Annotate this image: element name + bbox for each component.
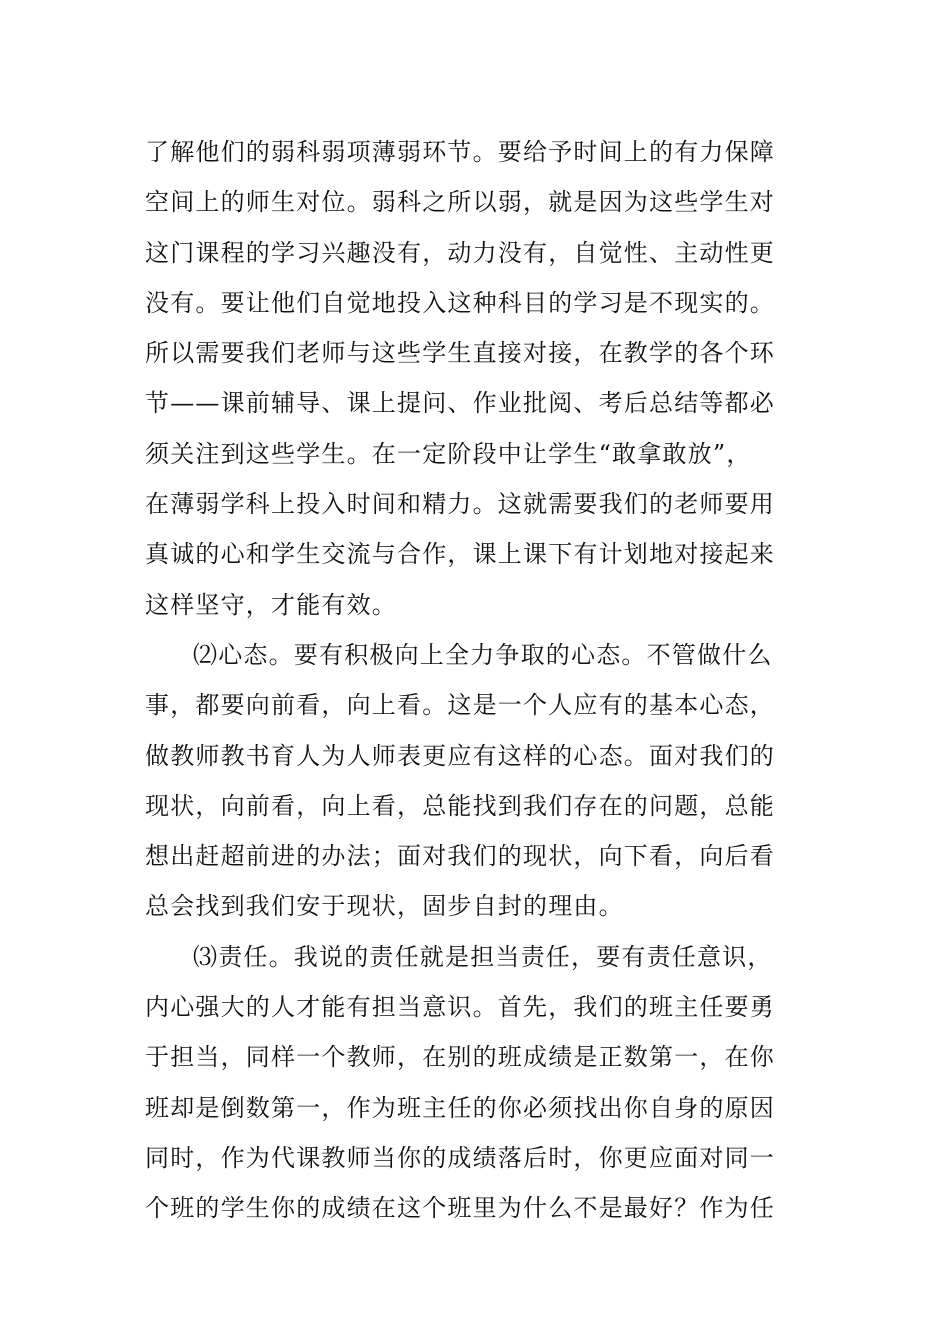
text-line: 没有。要让他们自觉地投入这种科目的学习是不现实的。 — [145, 288, 775, 317]
paragraph-mindset — [145, 630, 815, 932]
text-line: 想出赶超前进的办法；面对我们的现状，向下看，向后看 — [145, 842, 775, 871]
text-line: ⑶责任。我说的责任就是担当责任，要有责任意识， — [193, 942, 773, 971]
paragraph-1 — [145, 127, 815, 630]
text-line: 个班的学生你的成绩在这个班里为什么不是最好？作为任 — [145, 1194, 775, 1223]
text-line: 内心强大的人才能有担当意识。首先，我们的班主任要勇 — [145, 993, 775, 1022]
document-body — [145, 127, 815, 1234]
text-line: 做教师教书育人为人师表更应有这样的心态。面对我们的 — [145, 741, 775, 770]
text-line: 了解他们的弱科弱项薄弱环节。要给予时间上的有力保障 — [145, 138, 775, 166]
text-line: 总会找到我们安于现状，固步自封的理由。 — [145, 892, 624, 921]
paragraph-responsibility — [145, 932, 815, 1234]
text-line: 班却是倒数第一，作为班主任的你必须找出你自身的原因 — [145, 1093, 775, 1122]
text-line: 节——课前辅导、课上提问、作业批阅、考后总结等都必 — [145, 389, 775, 418]
text-line: 现状，向前看，向上看，总能找到我们存在的问题，总能 — [145, 791, 775, 820]
text-line: 在薄弱学科上投入时间和精力。这就需要我们的老师要用 — [145, 490, 775, 519]
text-line: ⑵心态。要有积极向上全力争取的心态。不管做什么 — [193, 640, 773, 669]
text-line: 所以需要我们老师与这些学生直接对接，在教学的各个环 — [145, 339, 775, 368]
text-line: 事，都要向前看，向上看。这是一个人应有的基本心态， — [145, 691, 775, 720]
text-line: 空间上的师生对位。弱科之所以弱，就是因为这些学生对 — [145, 188, 775, 217]
text-line: 这门课程的学习兴趣没有，动力没有，自觉性、主动性更 — [145, 238, 775, 267]
text-line: 真诚的心和学生交流与合作，课上课下有计划地对接起来 — [145, 540, 775, 569]
text-line: 于担当，同样一个教师，在别的班成绩是正数第一，在你 — [145, 1043, 775, 1072]
text-line: 须关注到这些学生。在一定阶段中让学生“敢拿敢放”， — [145, 439, 752, 468]
text-line: 这样坚守，才能有效。 — [145, 590, 397, 619]
text-line: 同时，作为代课教师当你的成绩落后时，你更应面对同一 — [145, 1143, 775, 1172]
